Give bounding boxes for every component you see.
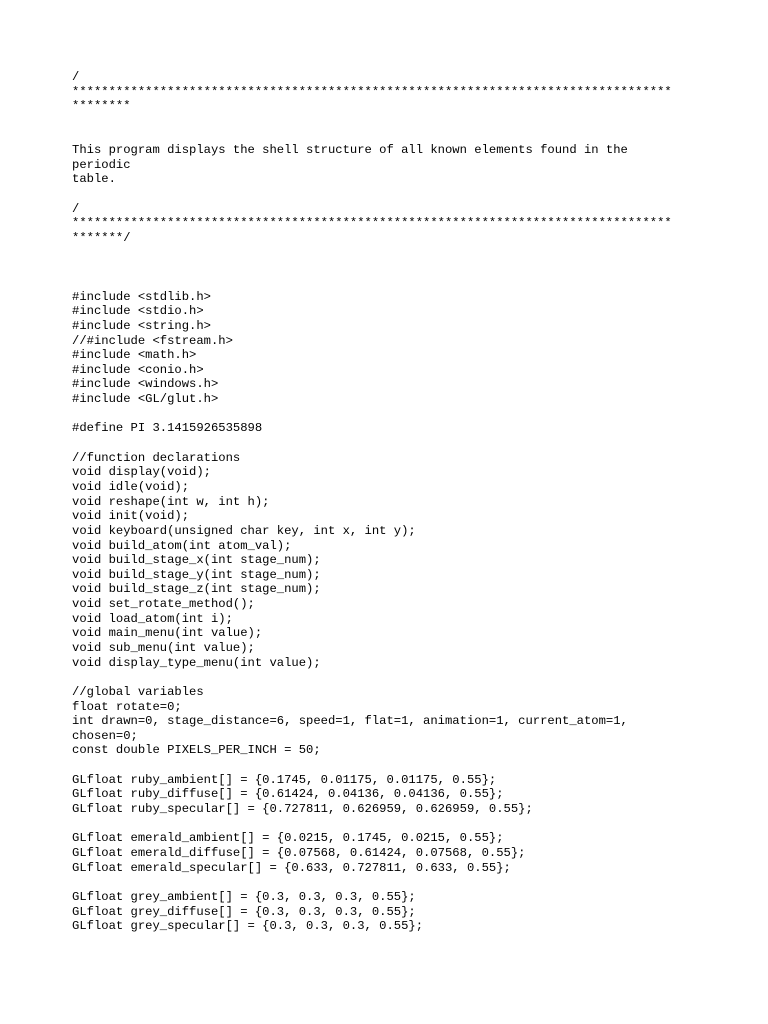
code-line [72,129,712,144]
code-line: *******/ [72,231,131,246]
code-line: #include <math.h> [72,348,197,363]
code-line: int drawn=0, stage_distance=6, speed=1, flat=1, animation=1, current_atom=1, [72,714,628,729]
code-line [72,670,712,685]
code-line: #include <stdio.h> [72,304,204,319]
code-line: #include <string.h> [72,318,211,333]
code-line: //function declarations [72,450,241,465]
code-line: GLfloat emerald_diffuse[] = {0.07568, 0.61424, 0.07568, 0.55}; [72,845,526,860]
code-line: void set_rotate_method(); [72,597,255,612]
code-line: GLfloat grey_diffuse[] = {0.3, 0.3, 0.3, 0.55}; [72,904,416,919]
code-line: void build_atom(int atom_val); [72,538,292,553]
code-line [72,260,712,275]
code-line: GLfloat ruby_diffuse[] = {0.61424, 0.04136, 0.04136, 0.55}; [72,787,504,802]
code-line: const double PIXELS_PER_INCH = 50; [72,743,321,758]
code-line [72,246,712,261]
code-line [72,875,712,890]
code-line: void display_type_menu(int value); [72,655,321,670]
code-line: float rotate=0; [72,699,182,714]
code-line: #define PI 3.1415926535898 [72,421,263,436]
code-line: This program displays the shell structure of all known elements found in the [72,143,628,158]
code-line: void reshape(int w, int h); [72,494,270,509]
code-line: table. [72,172,116,187]
code-line: #include <conio.h> [72,362,204,377]
code-line: #include <windows.h> [72,377,219,392]
code-line: GLfloat emerald_specular[] = {0.633, 0.727811, 0.633, 0.55}; [72,860,511,875]
code-line: ******** [72,99,131,114]
code-line: ********************************************************************************** [72,216,672,231]
code-line [72,758,712,773]
code-line [72,275,712,290]
code-line: ********************************************************************************** [72,84,672,99]
code-line: void display(void); [72,465,211,480]
code-line: void sub_menu(int value); [72,640,255,655]
code-line: #include <stdlib.h> [72,289,211,304]
code-line: GLfloat grey_ambient[] = {0.3, 0.3, 0.3, 0.55}; [72,889,416,904]
code-line: void idle(void); [72,479,190,494]
code-line [72,114,712,129]
code-line: GLfloat emerald_ambient[] = {0.0215, 0.1745, 0.0215, 0.55}; [72,831,504,846]
code-line: #include <GL/glut.h> [72,392,219,407]
code-line: void init(void); [72,509,190,524]
code-line: void load_atom(int i); [72,611,233,626]
code-line: void build_stage_x(int stage_num); [72,553,321,568]
code-line: void build_stage_y(int stage_num); [72,567,321,582]
code-line: //global variables [72,684,204,699]
code-line [72,407,712,422]
code-line: GLfloat ruby_specular[] = {0.727811, 0.626959, 0.626959, 0.55}; [72,802,533,817]
code-line: void keyboard(unsigned char key, int x, int y); [72,523,416,538]
code-line [72,436,712,451]
code-line: / [72,70,80,84]
code-listing [72,70,712,934]
code-line: / [72,201,80,216]
code-line: void build_stage_z(int stage_num); [72,582,321,597]
code-line: //#include <fstream.h> [72,333,233,348]
code-line: periodic [72,157,131,172]
code-line [72,187,712,202]
code-line: GLfloat grey_specular[] = {0.3, 0.3, 0.3, 0.55}; [72,919,424,934]
code-line: GLfloat ruby_ambient[] = {0.1745, 0.01175, 0.01175, 0.55}; [72,772,497,787]
code-line: void main_menu(int value); [72,626,263,641]
code-line: chosen=0; [72,728,138,743]
code-line [72,817,712,832]
